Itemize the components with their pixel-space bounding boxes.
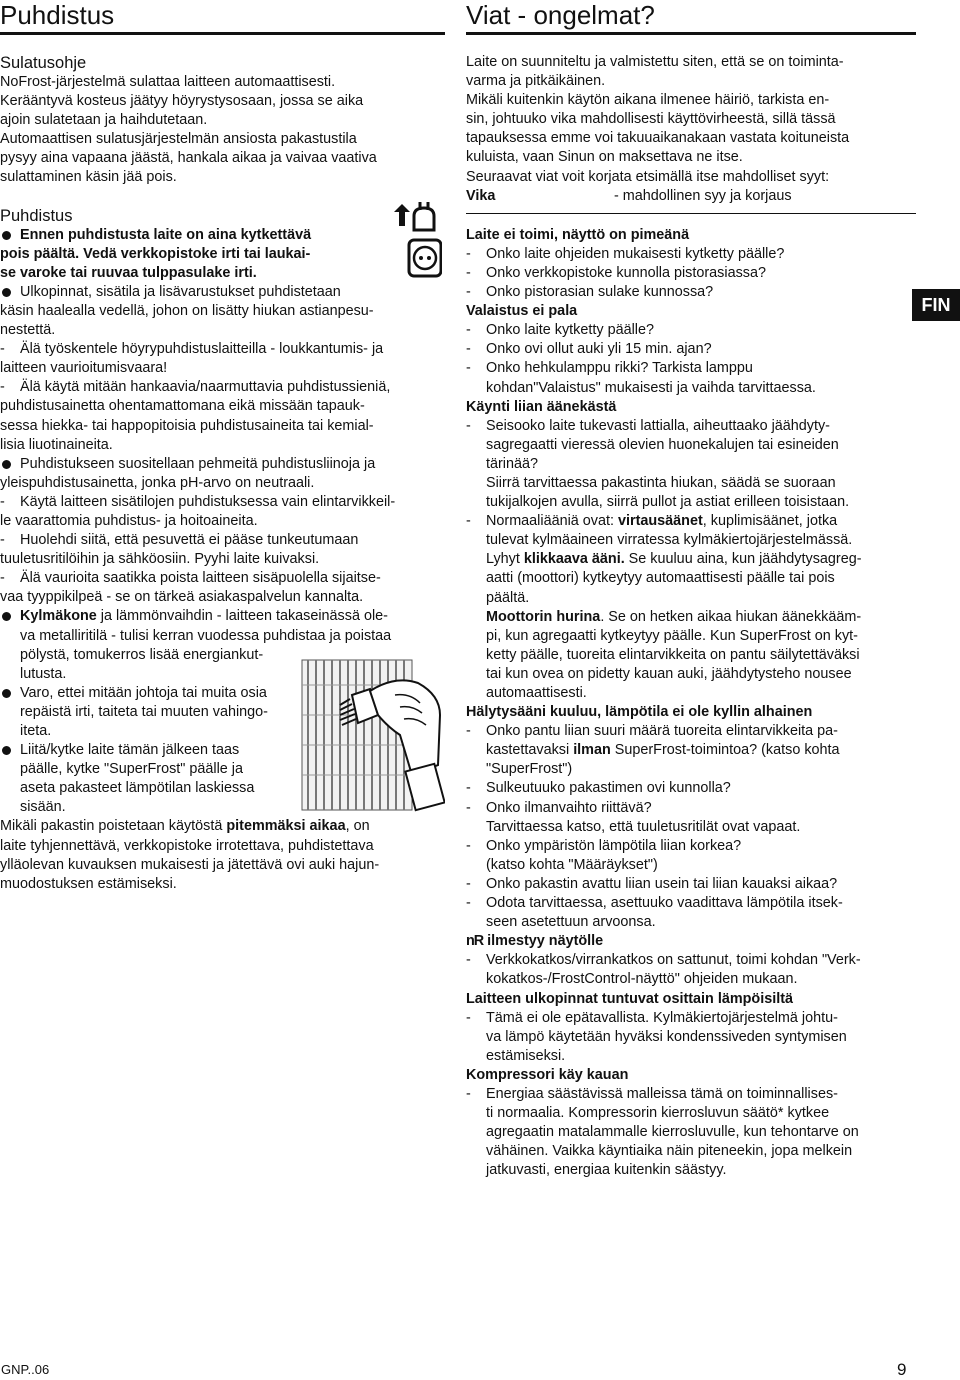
dash-item: - Älä käytä mitään hankaavia/naarmuttavia puhdistussieniä, puhdistusainetta ohentamattomana eikä missään tapauk- sessa hiekka- tai happopitoisia puhdistusaineita tai kemial- lisia liuotinaineita. [0, 378, 445, 454]
text-line: aatti (moottori) kytkeytyy automaattisesti päälle tai pois [486, 570, 835, 587]
text-line: pysyy aina vapaana jäästä, hankala aikaa ja vaivaa vaativa [0, 150, 377, 167]
text-span: . Se on hetken aikaa hiukan äänekkääm- [600, 608, 862, 625]
dash-item: - Normaaliääniä ovat: virtausäänet, kuplimisäänet, jotka tulevat kylmäaineen virratessa kylmäkiertojärjestelmässä. Lyhyt klikkaava ääni. Se kuuluu aina, kun jäähdytysagreg- aatti (moottori) kytkeytyy automaattisesti päälle tai pois päältä. Moottorin hurina. Se on hetken aikaa hiukan äänekkääm- pi, kun agregaatti kytkeytyy päälle. Kun SuperFrost on kyt- ketty päälle, tuoreita elintarvikkeita on pantu säilytettäväksi tai kun ovea on pidetty kauan auki, jäähdytysteho nousee automaattisesti. [466, 512, 916, 703]
bullet-item [0, 455, 445, 493]
text-line: laitteen vaurioitumisvaara! [0, 360, 168, 377]
warning-item [0, 226, 445, 283]
text-line: Mikäli kuitenkin käytön aikana ilmenee häiriö, tarkista en- [466, 92, 830, 109]
text-line: iteta. [20, 723, 52, 739]
text-line: pois päältä. Vedä verkkopistoke irti tai laukai- [0, 245, 311, 262]
text-line: Käytä laitteen sisätilojen puhdistuksessa vain elintarvikkeil- [20, 493, 396, 510]
dash-item: - Onko hehkulamppu rikki? Tarkista lamppu kohdan"Valaistus" mukaisesti ja vaihda tarvittaessa. [466, 359, 916, 397]
text-line: pölystä, tomukerros lisää energiankut- [20, 646, 264, 663]
text-line: Onko pistorasian sulake kunnossa? [486, 284, 714, 301]
unplug-icon [394, 200, 442, 282]
text-line: "SuperFrost") [486, 761, 573, 778]
fault-title: Laite ei toimi, näyttö on pimeänä [466, 226, 690, 243]
divider [466, 213, 916, 214]
text-line: Seisooko laite tukevasti lattialla, aiheuttaako jäähdyty- [486, 417, 830, 434]
text-line: Ennen puhdistusta laite on aina kytkettävä [20, 226, 312, 243]
text-line: sagregaatti vieressä olevien huonekalujen tai esineiden [486, 436, 839, 453]
text-line: varma ja pitkäikäinen. [466, 73, 606, 90]
dash-item: - Onko pakastin avattu liian usein tai liian kauaksi aikaa? [466, 875, 916, 894]
dash-item: - Onko ympäristön lämpötila liian korkea? (katso kohta "Määräykset") [466, 837, 916, 875]
text-line: Laite on suunniteltu ja valmistettu siten, että se on toiminta- [466, 54, 844, 70]
text-line: le vaarattomia puhdistus- ja hoitoaineita. [0, 512, 258, 529]
text-line: kuluista, vaan Sinun on maksettava ne itse. [466, 149, 743, 166]
dash-item: - Onko verkkopistoke kunnolla pistorasiassa? [466, 264, 916, 283]
text-line: Siirrä tarvittaessa pakastinta hiukan, säädä se suoraan [486, 474, 836, 491]
language-tab: FIN [912, 289, 960, 321]
text-line: Onko pantu liian suuri määrä tuoreita elintarvikkeita pa- [486, 723, 838, 740]
bullet-icon [2, 689, 11, 698]
text-line: seen asetettuun arvoonsa. [486, 914, 656, 931]
text-line: Verkkokatkos/virrankatkos on sattunut, toimi kohdan "Verk- [486, 952, 861, 969]
text-span: , on [345, 818, 370, 835]
fault-title: Valaistus ei pala [466, 303, 578, 320]
fault-label: Vika [466, 187, 496, 204]
fault-header-row [466, 187, 916, 206]
text-line: Kerääntyvä kosteus jäätyy höyrystysosaan, jossa se aika [0, 93, 364, 110]
text-span: ilmestyy näytölle [483, 933, 604, 950]
bold-term: klikkaava ääni. [523, 551, 625, 568]
bullet-icon [2, 460, 11, 469]
text-line: tapauksessa emme voi takuuaikanakaan vastata koituneista [466, 130, 850, 147]
text-line: va metalliritilä - tulisi kerran vuodessa puhdistaa ja poistaa [20, 627, 392, 644]
footer-code: GNP..06 [1, 1362, 50, 1377]
text-line: Onko ympäristön lämpötila liian korkea? [486, 837, 742, 854]
text-line: Liitä/kytke laite tämän jälkeen taas [20, 742, 240, 759]
text-line: ketty päälle, tuoreita elintarvikkeita on pantu säilytettäväksi [486, 646, 860, 663]
dash-item: - Verkkokatkos/virrankatkos on sattunut, toimi kohdan "Verk- kokatkos-/FrostControl-näyttö" ohjeiden mukaan. [466, 951, 916, 989]
dash-item: - Sulkeutuuko pakastimen ovi kunnolla? [466, 779, 916, 798]
bold-term: Kylmäkone [20, 608, 97, 625]
text-line: päältä. [486, 589, 530, 606]
text-line: jatkuvasti, energiaa kuitenkin säästyy. [486, 1162, 727, 1179]
text-line: Onko laite kytketty päälle? [486, 322, 654, 339]
text-span: Normaaliääniä ovat: [486, 513, 618, 530]
display-symbol: nR [466, 933, 484, 950]
text-span: , kuplimisäänet, jotka [702, 513, 838, 530]
text-line: (katso kohta "Määräykset") [486, 856, 658, 873]
dash-item: - Onko pistorasian sulake kunnossa? [466, 283, 916, 302]
text-line: lisia liuotinaineita. [0, 436, 113, 453]
text-line: estämiseksi. [486, 1047, 566, 1064]
text-line: sisään. [20, 799, 66, 816]
text-span: ja lämmönvaihdin - laitteen takaseinässä ole- [96, 608, 388, 625]
text-line: ti normaalia. Kompressorin kierrosluvun säätö* kytkee [486, 1105, 830, 1122]
dash-item: - Onko ovi ollut auki yli 15 min. ajan? [466, 340, 916, 359]
defrost-title: Sulatusohje [0, 54, 87, 72]
text-line: tukijalkojen avulla, siirrä pullot ja astiat erilleen toisistaan. [486, 494, 850, 511]
storage-paragraph [0, 817, 445, 836]
text-line: kokatkos-/FrostControl-näyttö" ohjeiden mukaan. [486, 971, 798, 988]
dash-item: - Onko pantu liian suuri määrä tuoreita elintarvikkeita pa- kastettavaksi ilman SuperFrost-toimintoa? (katso kohta "SuperFrost") [466, 722, 916, 779]
condenser-brush-illustration [300, 655, 445, 815]
text-line: automaattisesti. [486, 685, 587, 701]
text-line: laite tyhjennettävä, verkkopistoke irrotettava, puhdistettava [0, 837, 374, 854]
bullet-icon [2, 612, 11, 621]
cleaning-title: Puhdistus [0, 206, 73, 225]
dash-item: - Älä vaurioita saatikka poista laitteen sisäpuolella sijaitse- vaa tyyppikilpeä - se on tärkeä asiakaspalvelun kannalta. [0, 569, 445, 607]
text-line: Puhdistukseen suositellaan pehmeitä puhdistusliinoja ja [20, 455, 376, 472]
dash-item: - Huolehdi siitä, että pesuvettä ei pääse tunkeutumaan tuuletusritilöihin ja sähköosiin. Pyyhi laite kuivaksi. [0, 531, 445, 569]
bold-term: Moottorin hurina [486, 608, 601, 625]
section-heading-troubleshooting: Viat - ongelmat? [466, 0, 916, 35]
bullet-icon [2, 746, 11, 755]
text-line: tulevat kylmäaineen virratessa kylmäkiertojärjestelmässä. [486, 532, 853, 549]
text-span: kastettavaksi [486, 742, 574, 759]
text-line: tärinää? [486, 455, 539, 472]
fault-title [466, 932, 916, 951]
page-number: 9 [897, 1360, 907, 1379]
fault-title: Laitteen ulkopinnat tuntuvat osittain lämpöisiltä [466, 990, 794, 1007]
text-line: Onko ilmanvaihto riittävä? [486, 799, 652, 816]
dash-item: - Onko laite kytketty päälle? [466, 321, 916, 340]
text-line: Älä vaurioita saatikka poista laitteen sisäpuolella sijaitse- [20, 570, 381, 587]
text-line: NoFrost-järjestelmä sulattaa laitteen automaattisesti. [0, 74, 336, 90]
cause-label: - mahdollinen syy ja korjaus [614, 187, 792, 204]
bullet-item [0, 283, 445, 340]
fault-title: Käynti liian äänekästä [466, 398, 617, 415]
text-line: ajoin sulatetaan ja haihdutetaan. [0, 112, 208, 129]
text-line: Tarvittaessa katso, että tuuletusritilät ovat vapaat. [486, 818, 801, 835]
text-span: Se kuuluu aina, kun jäähdytysagreg- [624, 551, 862, 568]
text-line: tuuletusritilöihin ja sähköosiin. Pyyhi laite kuivaksi. [0, 551, 320, 568]
text-line: Onko laite ohjeiden mukaisesti kytketty päälle? [486, 245, 785, 262]
text-line: yleispuhdistusainetta, jonka pH-arvo on neutraali. [0, 474, 315, 491]
text-line: Älä työskentele höyrypuhdistuslaitteilla - loukkantumis- ja [20, 341, 384, 358]
text-line: sin, johtuuko vika mahdollisesti käyttövirheestä, sillä tässä [466, 111, 836, 128]
text-line: Onko verkkopistoke kunnolla pistorasiassa? [486, 264, 766, 281]
text-line: repäistä irti, taiteta tai muuten vahingo- [20, 703, 268, 720]
text-line: Ulkopinnat, sisätila ja lisävarustukset puhdistetaan [20, 283, 341, 300]
bold-term: virtausäänet [617, 513, 703, 530]
bold-term: pitemmäksi aikaa [226, 818, 346, 835]
text-line: nestettä. [0, 322, 56, 339]
text-line: vähäinen. Vaikka käyntiaika näin piteneekin, jopa melkein [486, 1143, 853, 1160]
text-line: aseta pakasteet lämpötilan laskiessa [20, 780, 255, 797]
text-line: Odota tarvittaessa, asettuuko vaadittava lämpötila itsek- [486, 895, 843, 912]
text-line: muodostuksen estämiseksi. [0, 875, 177, 892]
bullet-icon [2, 288, 11, 297]
defrost-text [0, 73, 445, 188]
section-heading-puhdistus: Puhdistus [0, 0, 445, 35]
text-line: ylläolevan kuvauksen mukaisesti ja jätettävä ovi auki hajun- [0, 856, 380, 873]
dash-item: - Seisooko laite tukevasti lattialla, aiheuttaako jäähdyty- sagregaatti vieressä olevien huonekalujen tai esineiden tärinää? Siirrä tarvittaessa pakastinta hiukan, säädä se suoraan tukijalkojen avulla, siirrä pullot ja astiat erilleen toisistaan. [466, 417, 916, 512]
dash-item: - Onko ilmanvaihto riittävä? Tarvittaessa katso, että tuuletusritilät ovat vapaat. [466, 799, 916, 837]
fault-title: Hälytysääni kuuluu, lämpötila ei ole kyllin alhainen [466, 704, 813, 721]
text-span: Mikäli pakastin poistetaan käytöstä [0, 818, 227, 835]
intro-text [466, 53, 916, 187]
text-line: päälle, kytke "SuperFrost" päälle ja [20, 761, 243, 778]
text-line: vaa tyyppikilpeä - se on tärkeä asiakaspalvelun kannalta. [0, 589, 364, 606]
text-line: kohdan"Valaistus" mukaisesti ja vaihda tarvittaessa. [486, 379, 816, 396]
dash-item: - Odota tarvittaessa, asettuuko vaadittava lämpötila itsek- seen asetettuun arvoonsa. [466, 894, 916, 932]
text-line: puhdistusainetta ohentamattomana eikä missään tapauk- [0, 398, 365, 415]
text-line: se varoke tai ruuvaa tulppasulake irti. [0, 264, 257, 281]
text-line: Varo, ettei mitään johtoja tai muita osia [20, 684, 267, 701]
dash-item: - Älä työskentele höyrypuhdistuslaitteilla - loukkantumis- ja laitteen vaurioitumisvaara! [0, 340, 445, 378]
text-line: Älä käytä mitään hankaavia/naarmuttavia puhdistussieniä, [20, 379, 391, 396]
dash-item: - Onko laite ohjeiden mukaisesti kytketty päälle? [466, 245, 916, 264]
text-line: Sulkeutuuko pakastimen ovi kunnolla? [486, 780, 731, 797]
dash-item: - Energiaa säästävissä malleissa tämä on toiminnallises- ti normaalia. Kompressorin kierrosluvun säätö* kytkee agregaatin matalammalle kierrosluvulle, kun tehontarve on vähäinen. Vaikka käyntiaika näin piteneekin, jopa melkein jatkuvasti, energiaa kuitenkin säästyy. [466, 1085, 916, 1180]
text-line: käsin haalealla vedellä, johon on lisätty hiukan astianpesu- [0, 302, 374, 319]
text-line: Tämä ei ole epätavallista. Kylmäkiertojärjestelmä johtu- [486, 1009, 838, 1026]
text-line: agregaatin matalammalle kierrosluvulle, kun tehontarve on [486, 1124, 859, 1141]
text-line: sulattaminen käsin jää pois. [0, 169, 177, 186]
text-line: lutusta. [20, 665, 67, 682]
text-line: sessa hiekka- tai happopitoisia puhdistusaineita tai kemial- [0, 417, 374, 434]
dash-item: - Tämä ei ole epätavallista. Kylmäkiertojärjestelmä johtu- va lämpö käytetään hyväksi kondenssiveden syntymisen estämiseksi. [466, 1009, 916, 1066]
fault-title: Kompressori käy kauan [466, 1066, 629, 1083]
bullet-icon [2, 231, 11, 240]
text-span: SuperFrost-toimintoa? (katso kohta [610, 742, 840, 759]
text-line: Energiaa säästävissä malleissa tämä on toiminnallises- [486, 1085, 838, 1102]
bold-term: ilman [573, 742, 611, 759]
text-span: Lyhyt [486, 551, 524, 568]
text-line: Onko pakastin avattu liian usein tai liian kauaksi aikaa? [486, 875, 838, 892]
text-line: Onko hehkulamppu rikki? Tarkista lamppu [486, 360, 753, 377]
right-column [466, 0, 916, 1180]
text-line: Automaattisen sulatusjärjestelmän ansiosta pakastustila [0, 131, 357, 148]
text-line: tai kun ovea on pidetty kauan auki, jäähdytysteho nousee [486, 665, 852, 682]
dash-item: - Käytä laitteen sisätilojen puhdistuksessa vain elintarvikkeil- le vaarattomia puhdistus- ja hoitoaineita. [0, 493, 445, 531]
text-line: Onko ovi ollut auki yli 15 min. ajan? [486, 341, 712, 358]
text-line: Huolehdi siitä, että pesuvettä ei pääse tunkeutumaan [20, 532, 359, 549]
text-line: pi, kun agregaatti kytkeytyy päälle. Kun SuperFrost on kyt- [486, 627, 858, 644]
text-line: va lämpö käytetään hyväksi kondenssiveden syntymisen [486, 1028, 847, 1045]
text-line: Seuraavat viat voit korjata etsimällä itse mahdolliset syyt: [466, 168, 830, 185]
